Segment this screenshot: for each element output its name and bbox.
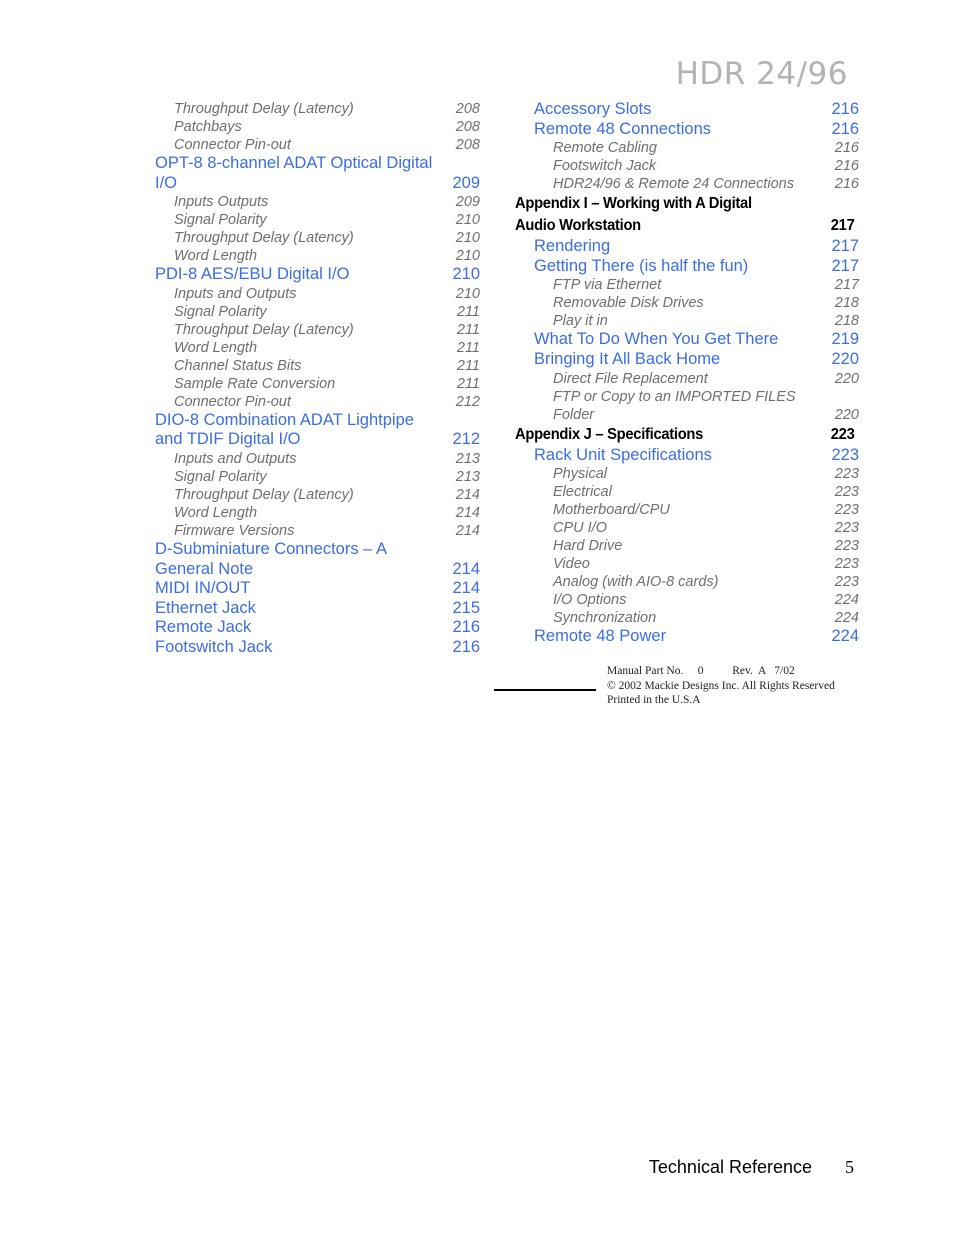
toc-entry-label: Footswitch Jack bbox=[553, 158, 657, 175]
toc-page-number: 224 bbox=[831, 627, 859, 646]
toc-entry-label: Patchbays bbox=[174, 119, 242, 135]
toc-subsection-link[interactable] bbox=[515, 537, 859, 555]
document-title: HDR 24/96 bbox=[675, 56, 848, 92]
toc-page-number: 218 bbox=[834, 295, 859, 312]
toc-subsection-link[interactable] bbox=[155, 375, 480, 393]
toc-column-right bbox=[515, 100, 859, 647]
separator-rule bbox=[494, 689, 596, 691]
toc-section-link[interactable] bbox=[155, 411, 480, 450]
manual-part-line: Manual Part No. 0 Rev. A 7/02 bbox=[607, 665, 795, 677]
toc-entry-label: Electrical bbox=[553, 484, 612, 501]
toc-page-number: 210 bbox=[452, 265, 480, 284]
toc-appendix-entry[interactable] bbox=[515, 424, 855, 446]
toc-subsection-link[interactable] bbox=[515, 483, 859, 501]
toc-appendix-entry[interactable] bbox=[515, 193, 855, 237]
toc-page-number: 210 bbox=[455, 212, 480, 229]
toc-subsection-link[interactable] bbox=[155, 339, 480, 357]
toc-entry-label: Inputs and Outputs bbox=[174, 450, 297, 467]
toc-section-link[interactable] bbox=[155, 599, 480, 619]
toc-subsection-link[interactable] bbox=[515, 175, 859, 193]
toc-page-number: 208 bbox=[455, 137, 480, 153]
toc-subsection-link[interactable] bbox=[155, 393, 480, 411]
toc-page-number: 210 bbox=[455, 230, 480, 247]
toc-subsection-link[interactable] bbox=[515, 465, 859, 483]
toc-page-number: 214 bbox=[452, 559, 480, 578]
toc-entry-label: Signal Polarity bbox=[174, 468, 267, 485]
toc-subsection-link[interactable] bbox=[515, 555, 859, 573]
toc-entry-label: FTP or Copy to an IMPORTED FILES Folder bbox=[553, 388, 796, 423]
toc-entry-label: PDI-8 AES/EBU Digital I/O bbox=[155, 265, 350, 284]
toc-section-link[interactable] bbox=[515, 237, 859, 257]
toc-page-number: 214 bbox=[455, 522, 480, 539]
toc-page-number: 223 bbox=[834, 556, 859, 573]
toc-page-number: 214 bbox=[452, 579, 480, 598]
toc-page-number: 211 bbox=[456, 357, 480, 374]
toc-page-number: 211 bbox=[456, 321, 480, 338]
toc-section-link[interactable] bbox=[515, 257, 859, 277]
toc-entry-label: Signal Polarity bbox=[174, 212, 267, 229]
footer-page-number: 5 bbox=[845, 1157, 854, 1177]
toc-page-number: 210 bbox=[455, 285, 480, 302]
toc-page-number: 223 bbox=[834, 538, 859, 555]
toc-entry-label: Analog (with AIO-8 cards) bbox=[553, 574, 719, 591]
toc-page-number: 224 bbox=[834, 592, 859, 609]
toc-subsection-link[interactable] bbox=[155, 193, 480, 211]
toc-page-number: 209 bbox=[455, 194, 480, 211]
toc-page-number: 211 bbox=[456, 375, 480, 392]
toc-entry-label: Word Length bbox=[174, 504, 258, 521]
toc-entry-label: Hard Drive bbox=[553, 538, 623, 555]
toc-entry-label: Remote Cabling bbox=[553, 140, 657, 157]
toc-subsection-link[interactable] bbox=[155, 321, 480, 339]
toc-page-number: 223 bbox=[830, 425, 855, 443]
toc-page-number: 213 bbox=[455, 468, 480, 485]
printed-line: Printed in the U.S.A bbox=[607, 694, 701, 706]
copyright-line: © 2002 Mackie Designs Inc. All Rights Reserved bbox=[607, 679, 835, 692]
toc-entry-label: Remote Jack bbox=[155, 618, 252, 637]
toc-page-number: 216 bbox=[452, 618, 480, 637]
toc-entry-label: Synchronization bbox=[553, 610, 657, 627]
toc-page-number: 220 bbox=[834, 370, 859, 387]
toc-page-number: 211 bbox=[456, 303, 480, 320]
toc-subsection-link[interactable] bbox=[515, 370, 859, 388]
toc-entry-label: CPU I/O bbox=[553, 520, 607, 537]
toc-entry-label: What To Do When You Get There bbox=[534, 330, 779, 349]
toc-page-number: 223 bbox=[834, 484, 859, 501]
toc-subsection-link[interactable] bbox=[515, 519, 859, 537]
toc-page-number: 216 bbox=[831, 100, 859, 118]
toc-entry-label: Video bbox=[553, 556, 590, 573]
toc-entry-label: Accessory Slots bbox=[534, 100, 652, 118]
toc-entry-label: Connector Pin-out bbox=[174, 137, 291, 153]
toc-subsection-link[interactable] bbox=[155, 450, 480, 468]
toc-section-link[interactable] bbox=[515, 350, 859, 370]
footer-section-title: Technical Reference bbox=[648, 1157, 812, 1177]
toc-subsection-link[interactable] bbox=[515, 609, 859, 627]
toc-page-number: 213 bbox=[455, 450, 480, 467]
toc-subsection-link[interactable] bbox=[155, 522, 480, 540]
toc-entry-label: HDR24/96 & Remote 24 Connections bbox=[553, 176, 794, 193]
toc-entry-label: FTP via Ethernet bbox=[553, 277, 662, 294]
toc-section-link[interactable] bbox=[515, 120, 859, 140]
toc-entry-label: Ethernet Jack bbox=[155, 598, 256, 617]
toc-page-number: 223 bbox=[834, 574, 859, 591]
toc-page-number: 220 bbox=[831, 349, 859, 368]
toc-subsection-link[interactable] bbox=[155, 211, 480, 229]
toc-page-number: 216 bbox=[834, 140, 859, 157]
toc-subsection-link[interactable] bbox=[155, 118, 480, 136]
toc-entry-label: Rack Unit Specifications bbox=[534, 445, 712, 464]
toc-entry-label: Removable Disk Drives bbox=[553, 295, 704, 312]
toc-entry-label: Getting There (is half the fun) bbox=[534, 256, 749, 275]
toc-subsection-link[interactable] bbox=[155, 247, 480, 265]
toc-subsection-link[interactable] bbox=[515, 294, 859, 312]
toc-entry-label: Remote 48 Power bbox=[534, 627, 667, 646]
toc-page-number: 216 bbox=[834, 158, 859, 175]
toc-subsection-link[interactable] bbox=[155, 136, 480, 154]
toc-subsection-link[interactable] bbox=[515, 139, 859, 157]
toc-section-link[interactable] bbox=[155, 154, 480, 193]
toc-page-number: 217 bbox=[830, 217, 855, 235]
toc-subsection-link[interactable] bbox=[515, 501, 859, 519]
toc-entry-label: D-Subminiature Connectors – A General Note bbox=[155, 539, 387, 578]
toc-entry-label: Throughput Delay (Latency) bbox=[174, 321, 354, 338]
toc-subsection-link[interactable] bbox=[515, 388, 859, 424]
toc-entry-label: Direct File Replacement bbox=[553, 370, 708, 387]
toc-page-number: 223 bbox=[834, 466, 859, 483]
toc-subsection-link[interactable] bbox=[155, 468, 480, 486]
toc-entry-label: Remote 48 Connections bbox=[534, 119, 712, 138]
toc-page-number: 216 bbox=[831, 119, 859, 138]
toc-entry-label: Appendix I – Working with A Digital Audio Workstation bbox=[515, 195, 752, 235]
toc-subsection-link[interactable] bbox=[155, 100, 480, 118]
toc-entry-label: Play it in bbox=[553, 313, 608, 330]
toc-page-number: 208 bbox=[455, 119, 480, 135]
toc-subsection-link[interactable] bbox=[155, 486, 480, 504]
toc-entry-label: Inputs Outputs bbox=[174, 194, 269, 211]
toc-page-number: 223 bbox=[834, 520, 859, 537]
toc-section-link[interactable] bbox=[515, 100, 859, 120]
toc-entry-label: Motherboard/CPU bbox=[553, 502, 670, 519]
toc-entry-label: Channel Status Bits bbox=[174, 357, 302, 374]
toc-entry-label: DIO-8 Combination ADAT Lightpipe and TDIF Digital I/O bbox=[155, 410, 414, 449]
toc-entry-label: Connector Pin-out bbox=[174, 393, 291, 410]
page-footer bbox=[0, 1157, 954, 1179]
toc-page-number: 215 bbox=[452, 598, 480, 617]
toc-entry-label: Sample Rate Conversion bbox=[174, 375, 336, 392]
toc-page-number: 210 bbox=[455, 248, 480, 265]
toc-entry-label: Signal Polarity bbox=[174, 303, 267, 320]
toc-entry-label: Inputs and Outputs bbox=[174, 285, 297, 302]
toc-entry-label: Throughput Delay (Latency) bbox=[174, 230, 354, 247]
toc-subsection-link[interactable] bbox=[155, 357, 480, 375]
toc-entry-label: Rendering bbox=[534, 237, 611, 256]
toc-entry-label: OPT-8 8-channel ADAT Optical Digital I/O bbox=[155, 154, 433, 192]
manual-meta bbox=[607, 664, 835, 708]
toc-page-number: 211 bbox=[456, 339, 480, 356]
toc-section-link[interactable] bbox=[155, 618, 480, 638]
toc-page-number: 214 bbox=[455, 504, 480, 521]
toc-section-link[interactable] bbox=[155, 265, 480, 285]
toc-page-number: 224 bbox=[834, 610, 859, 627]
toc-section-link[interactable] bbox=[155, 540, 480, 579]
toc-entry-label: Firmware Versions bbox=[174, 522, 295, 539]
toc-section-link[interactable] bbox=[515, 627, 859, 647]
toc-page-number: 209 bbox=[452, 173, 480, 192]
toc-entry-label: I/O Options bbox=[553, 592, 627, 609]
toc-entry-label: Throughput Delay (Latency) bbox=[174, 101, 354, 117]
toc-column-left bbox=[155, 100, 480, 658]
toc-entry-label: Word Length bbox=[174, 248, 258, 265]
toc-section-link[interactable] bbox=[155, 579, 480, 599]
toc-section-link[interactable] bbox=[155, 638, 480, 658]
toc-page-number: 218 bbox=[834, 313, 859, 330]
toc-subsection-link[interactable] bbox=[155, 504, 480, 522]
toc-entry-label: Bringing It All Back Home bbox=[534, 349, 721, 368]
toc-section-link[interactable] bbox=[515, 446, 859, 466]
toc-page-number: 219 bbox=[831, 330, 859, 349]
toc-page-number: 214 bbox=[455, 486, 480, 503]
toc-page-number: 212 bbox=[452, 430, 480, 449]
toc-page-number: 208 bbox=[455, 101, 480, 117]
toc-subsection-link[interactable] bbox=[155, 303, 480, 321]
toc-page-number: 220 bbox=[834, 406, 859, 423]
toc-subsection-link[interactable] bbox=[515, 573, 859, 591]
toc-page-number: 217 bbox=[831, 256, 859, 275]
toc-page-number: 216 bbox=[834, 176, 859, 193]
toc-page-number: 223 bbox=[834, 502, 859, 519]
toc-subsection-link[interactable] bbox=[155, 285, 480, 303]
toc-entry-label: Throughput Delay (Latency) bbox=[174, 486, 354, 503]
toc-entry-label: Appendix J – Specifications bbox=[515, 425, 704, 443]
toc-entry-label: Footswitch Jack bbox=[155, 637, 273, 656]
toc-subsection-link[interactable] bbox=[515, 591, 859, 609]
toc-subsection-link[interactable] bbox=[155, 229, 480, 247]
toc-entry-label: Physical bbox=[553, 466, 607, 483]
toc-page-number: 217 bbox=[831, 237, 859, 256]
toc-entry-label: Word Length bbox=[174, 339, 258, 356]
toc-entry-label: MIDI IN/OUT bbox=[155, 579, 251, 598]
toc-subsection-link[interactable] bbox=[515, 276, 859, 294]
toc-page-number: 216 bbox=[452, 637, 480, 656]
toc-page-number: 223 bbox=[831, 445, 859, 464]
toc-subsection-link[interactable] bbox=[515, 312, 859, 330]
toc-subsection-link[interactable] bbox=[515, 157, 859, 175]
toc-section-link[interactable] bbox=[515, 330, 859, 350]
toc-page-number: 212 bbox=[455, 393, 480, 410]
toc-page-number: 217 bbox=[834, 277, 859, 294]
